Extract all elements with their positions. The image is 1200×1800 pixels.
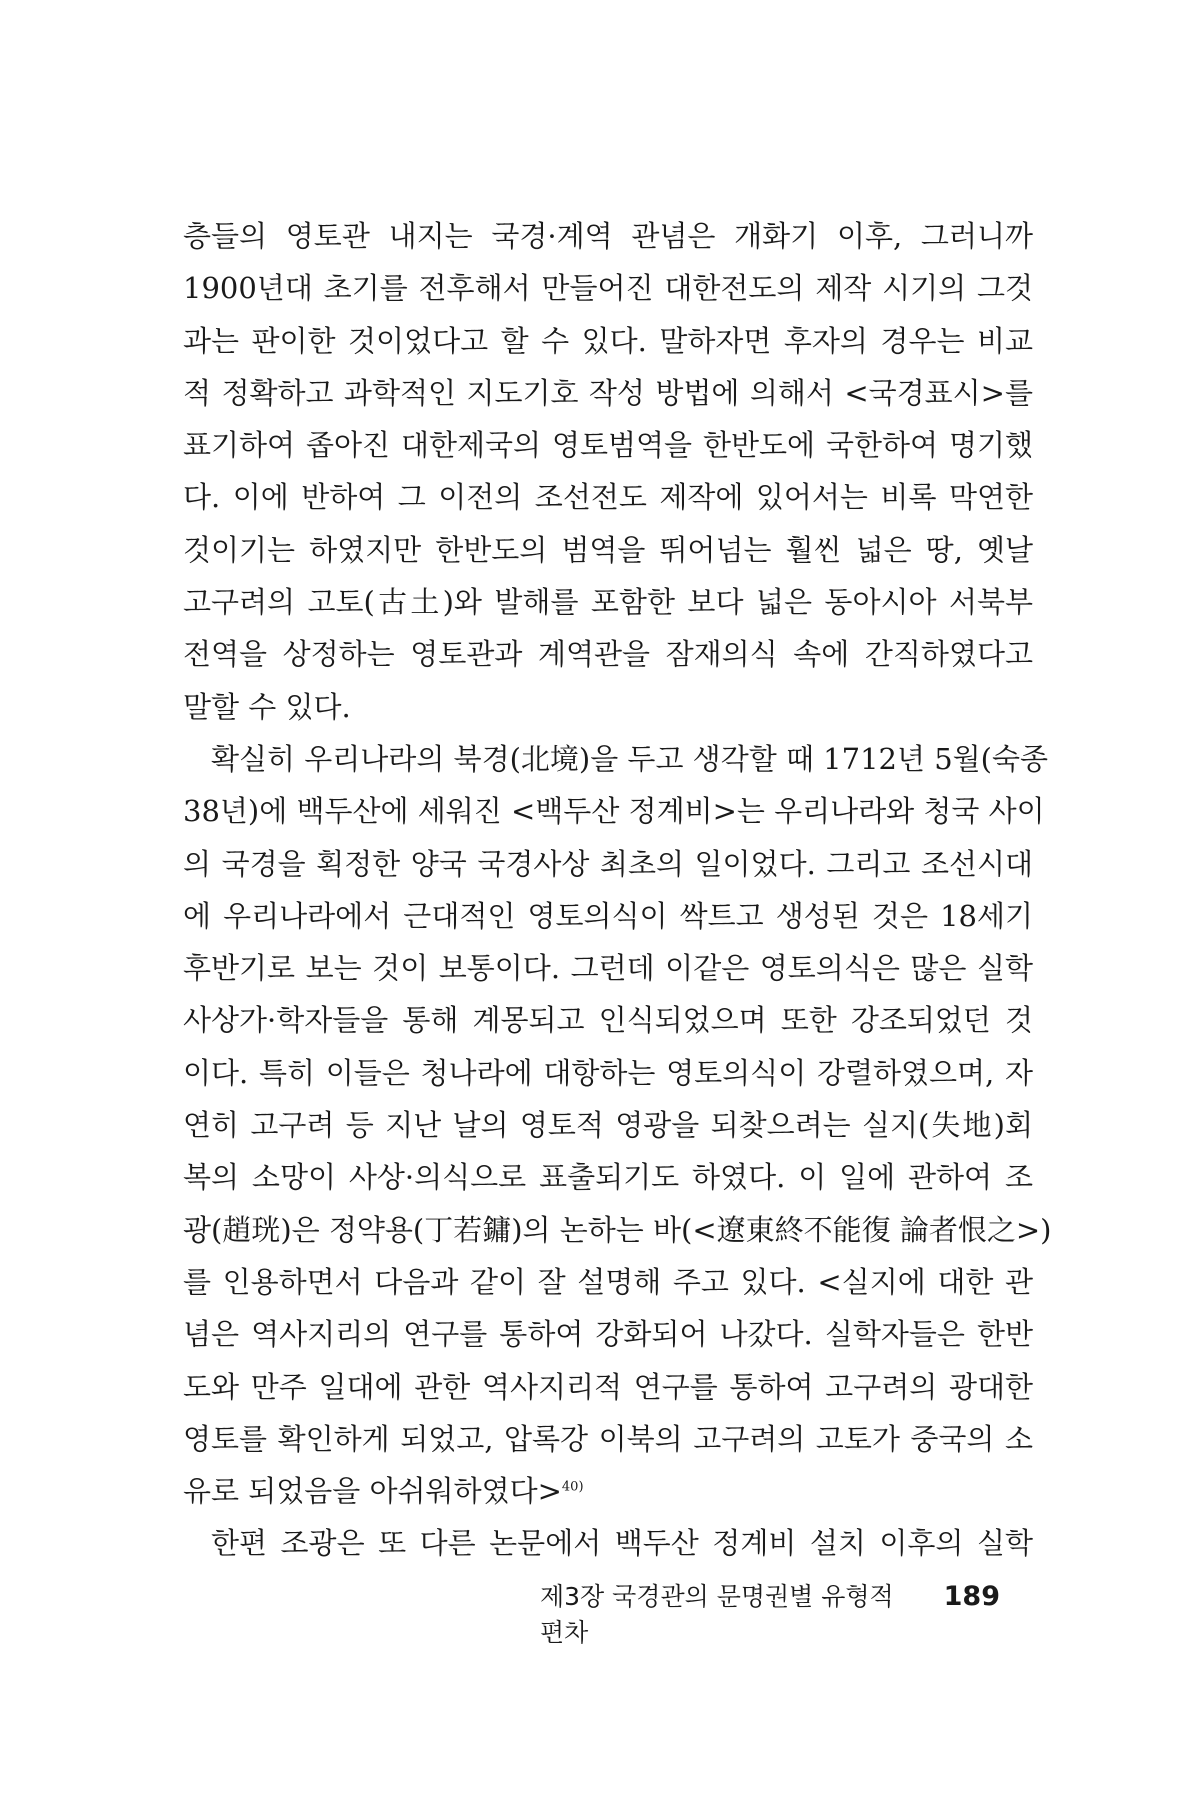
text-line: 후반기로 보는 것이 보통이다. 그런데 이같은 영토의식은 많은 실학 — [183, 951, 1033, 986]
text-line: 를 인용하면서 다음과 같이 잘 설명해 주고 있다. <실지에 대한 관 — [183, 1264, 1033, 1299]
page-number: 189 — [943, 1581, 1000, 1612]
text-line: 한편 조광은 또 다른 논문에서 백두산 정계비 설치 이후의 실학 — [211, 1526, 1033, 1561]
chapter-title: 제3장 국경관의 문명권별 유형적 편차 — [540, 1582, 894, 1647]
text-line: 영토를 확인하게 되었고, 압록강 이북의 고구려의 고토가 중국의 소 — [183, 1421, 1033, 1456]
text-line: 적 정확하고 과학적인 지도기호 작성 방법에 의해서 <국경표시>를 — [183, 375, 1033, 410]
text-line: 1900년대 초기를 전후해서 만들어진 대한전도의 제작 시기의 그것 — [183, 271, 1033, 306]
text-line: 다. 이에 반하여 그 이전의 조선전도 제작에 있어서는 비록 막연한 — [183, 480, 1033, 515]
text-line: 과는 판이한 것이었다고 할 수 있다. 말하자면 후자의 경우는 비교 — [183, 323, 1033, 358]
text-line: 사상가·학자들을 통해 계몽되고 인식되었으며 또한 강조되었던 것 — [183, 1003, 1033, 1038]
text-line: 확실히 우리나라의 북경(北境)을 두고 생각할 때 1712년 5월(숙종 — [211, 741, 1049, 776]
text-line: 광(趙珖)은 정약용(丁若鏞)의 논하는 바(<遼東終不能復 論者恨之>) — [183, 1212, 1052, 1247]
text-line-content: 유로 되었음을 아쉬워하였다> — [183, 1474, 562, 1509]
footnote-reference[interactable]: 40) — [561, 1479, 584, 1495]
text-line: 것이기는 하였지만 한반도의 범역을 뛰어넘는 훨씬 넓은 땅, 옛날 — [183, 532, 1033, 567]
text-line: 고구려의 고토(古土)와 발해를 포함한 보다 넓은 동아시아 서북부 — [183, 585, 1033, 620]
text-line: 에 우리나라에서 근대적인 영토의식이 싹트고 생성된 것은 18세기 — [183, 898, 1033, 933]
text-line: 이다. 특히 이들은 청나라에 대항하는 영토의식이 강렬하였으며, 자 — [183, 1055, 1033, 1090]
body-text — [183, 210, 1052, 1570]
text-line: 념은 역사지리의 연구를 통하여 강화되어 나갔다. 실학자들은 한반 — [183, 1317, 1033, 1352]
text-line-with-footnote — [183, 1465, 1033, 1517]
text-line: 표기하여 좁아진 대한제국의 영토범역을 한반도에 국한하여 명기했 — [183, 428, 1033, 463]
text-line: 연히 고구려 등 지난 날의 영토적 영광을 되찾으려는 실지(失地)회 — [183, 1108, 1033, 1143]
text-line: 층들의 영토관 내지는 국경·계역 관념은 개화기 이후, 그러니까 — [183, 219, 1033, 253]
text-line: 전역을 상정하는 영토관과 계역관을 잠재의식 속에 간직하였다고 — [183, 637, 1033, 672]
text-line: 말할 수 있다. — [183, 689, 351, 724]
text-line: 38년)에 백두산에 세워진 <백두산 정계비>는 우리나라와 청국 사이 — [183, 794, 1045, 829]
text-line: 도와 만주 일대에 관한 역사지리적 연구를 통하여 고구려의 광대한 — [183, 1369, 1033, 1404]
text-line: 의 국경을 획정한 양국 국경사상 최초의 일이었다. 그리고 조선시대 — [183, 846, 1033, 881]
text-line: 복의 소망이 사상·의식으로 표출되기도 하였다. 이 일에 관하여 조 — [183, 1160, 1033, 1195]
running-footer — [540, 1577, 1000, 1647]
